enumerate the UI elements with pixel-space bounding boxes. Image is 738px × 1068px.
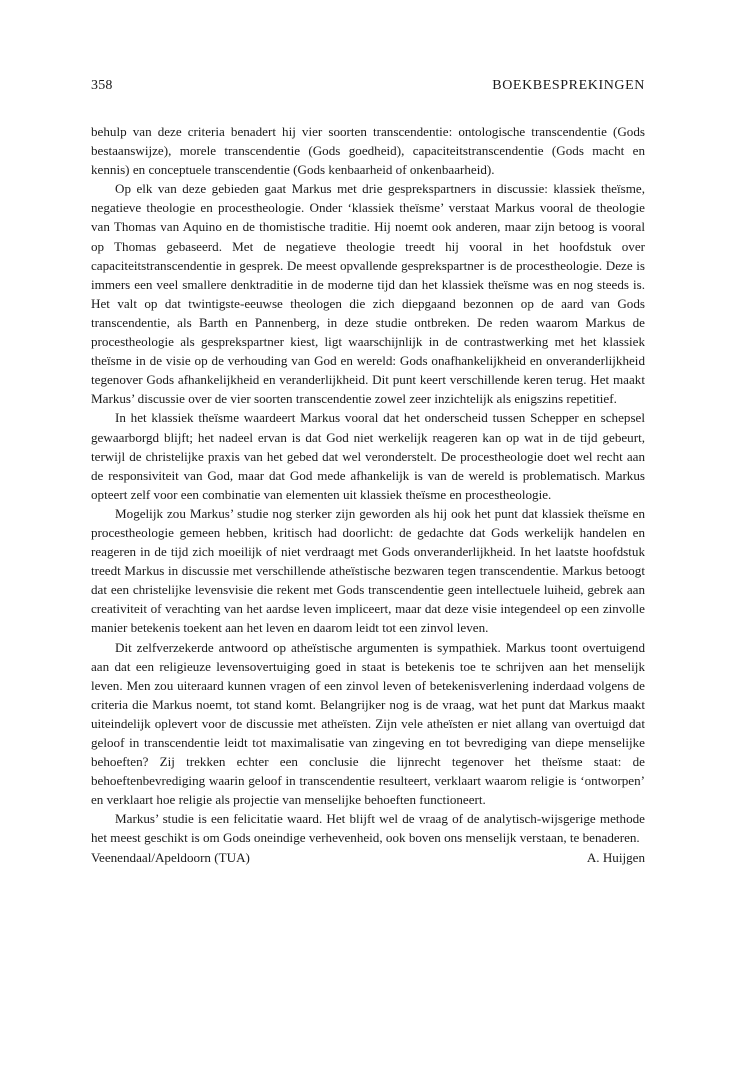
paragraph: Mogelijk zou Markus’ studie nog sterker zijn geworden als hij ook het punt dat klassiek theïsme en procestheologie gemeen hebben, kritisch had doorlicht: de gedachte dat Gods werkelijk handelen en reageren in de tijd zich moeilijk of niet verdraagt met Gods onveranderlijkheid. In het laatste hoofdstuk treedt Markus in discussie met verschillende atheïstische bezwaren tegen transcendentie. Markus betoogt dat een christelijke levensvisie die rekent met Gods transcendentie geen intellectuele luiheid, gebrek aan creativiteit of verachting van het aardse leven impliceert, maar dat deze visie integendeel op een zinvolle manier betekenis toekent aan het leven en daarom leidt tot een zinvol leven. xyxy=(91,505,645,636)
signature-place: Veenendaal/Apeldoorn (TUA) xyxy=(91,849,250,865)
signature-line xyxy=(91,848,645,867)
paragraph: In het klassiek theïsme waardeert Markus vooral dat het onderscheid tussen Schepper en schepsel gewaarborgd blijft; het nadeel ervan is dat God niet werkelijk reageren kan op wat in de tijd gebeurt, terwijl de christelijke praxis van het gebed dat wel veronderstelt. De procestheologie doet wel recht aan de responsiviteit van God, maar dat God mede afhankelijk is van de wereld is problematisch. Markus opteert zelf voor een combinatie van elementen uit klassiek theïsme en procestheologie. xyxy=(91,410,645,502)
paragraph: Markus’ studie is een felicitatie waard. Het blijft wel de vraag of de analytisch-wijsgerige methode het meest geschikt is om Gods oneindige verhevenheid, ook boven ons menselijk verstaan, te benaderen. xyxy=(91,811,645,846)
page-header xyxy=(91,78,645,94)
page-number: 358 xyxy=(91,78,113,93)
paragraph: Dit zelfverzekerde antwoord op atheïstische argumenten is sympathiek. Markus toont overtuigend aan dat een religieuze levensovertuiging goed in staat is betekenis toe te schrijven aan het menselijk leven. Men zou uiteraard kunnen vragen of een zinvol leven of betekenisverlening inderdaad volgens de criteria die Markus noemt, tot stand komt. Belangrijker nog is de vraag, wat het punt dat Markus maakt uiteindelijk oplevert voor de discussie met atheïsten. Zijn vele atheïsten er niet allang van overtuigd dat geloof in transcendentie leidt tot maximalisatie van zingeving en tot bevrediging van diepe menselijke behoeften? Zij trekken echter een conclusie die lijnrecht tegenover het theïsme staat: de behoeftenbevrediging waarin geloof in transcendentie resulteert, verklaart waarom religie is ‘ontworpen’ en verklaart hoe religie als projectie van menselijke behoeften functioneert. xyxy=(91,639,645,808)
paragraph: behulp van deze criteria benadert hij vier soorten transcendentie: ontologische transcendentie (Gods bestaanswijze), morele transcendentie (Gods goedheid), capaciteitstranscendentie (Gods macht en kennis) en conceptuele transcendentie (Gods kenbaarheid of onkenbaarheid). xyxy=(91,124,645,178)
paragraph: Op elk van deze gebieden gaat Markus met drie gesprekspartners in discussie: klassiek theïsme, negatieve theologie en procestheologie. Onder ‘klassiek theïsme’ verstaat Markus vooral de theologie van Thomas van Aquino en de thomistische traditie. Hij noemt ook anderen, maar zijn betoog is vooral op Thomas gebaseerd. Met de negatieve theologie treedt hij vooral in het hoofdstuk over capaciteitstranscendentie in gesprek. De meest opvallende gesprekspartner is de procestheologie. Deze is immers een veel smallere denktraditie in de moderne tijd dan het klassiek theïsme was en nog steeds is. Het valt op dat twintigste-eeuwse theologen die zich diepgaand bezonnen op de aard van Gods transcendentie, als Barth en Pannenberg, in deze studie ontbreken. De reden waarom Markus de procestheologie als gesprekspartner kiest, ligt waarschijnlijk in de contrastwerking met het klassiek theïsme in de visie op de verhouding van God en wereld: Gods onafhankelijkheid en onveranderlijkheid tegenover Gods afhankelijkheid en veranderlijkheid. Dit punt keert verschillende keren terug. Het maakt Markus’ discussie over de vier soorten transcendentie zowel zeer inzichtelijk als enigszins repetitief. xyxy=(91,181,645,407)
article-body xyxy=(91,122,645,867)
running-title: BOEKBESPREKINGEN xyxy=(492,78,645,93)
signature-author: A. Huijgen xyxy=(586,849,645,865)
